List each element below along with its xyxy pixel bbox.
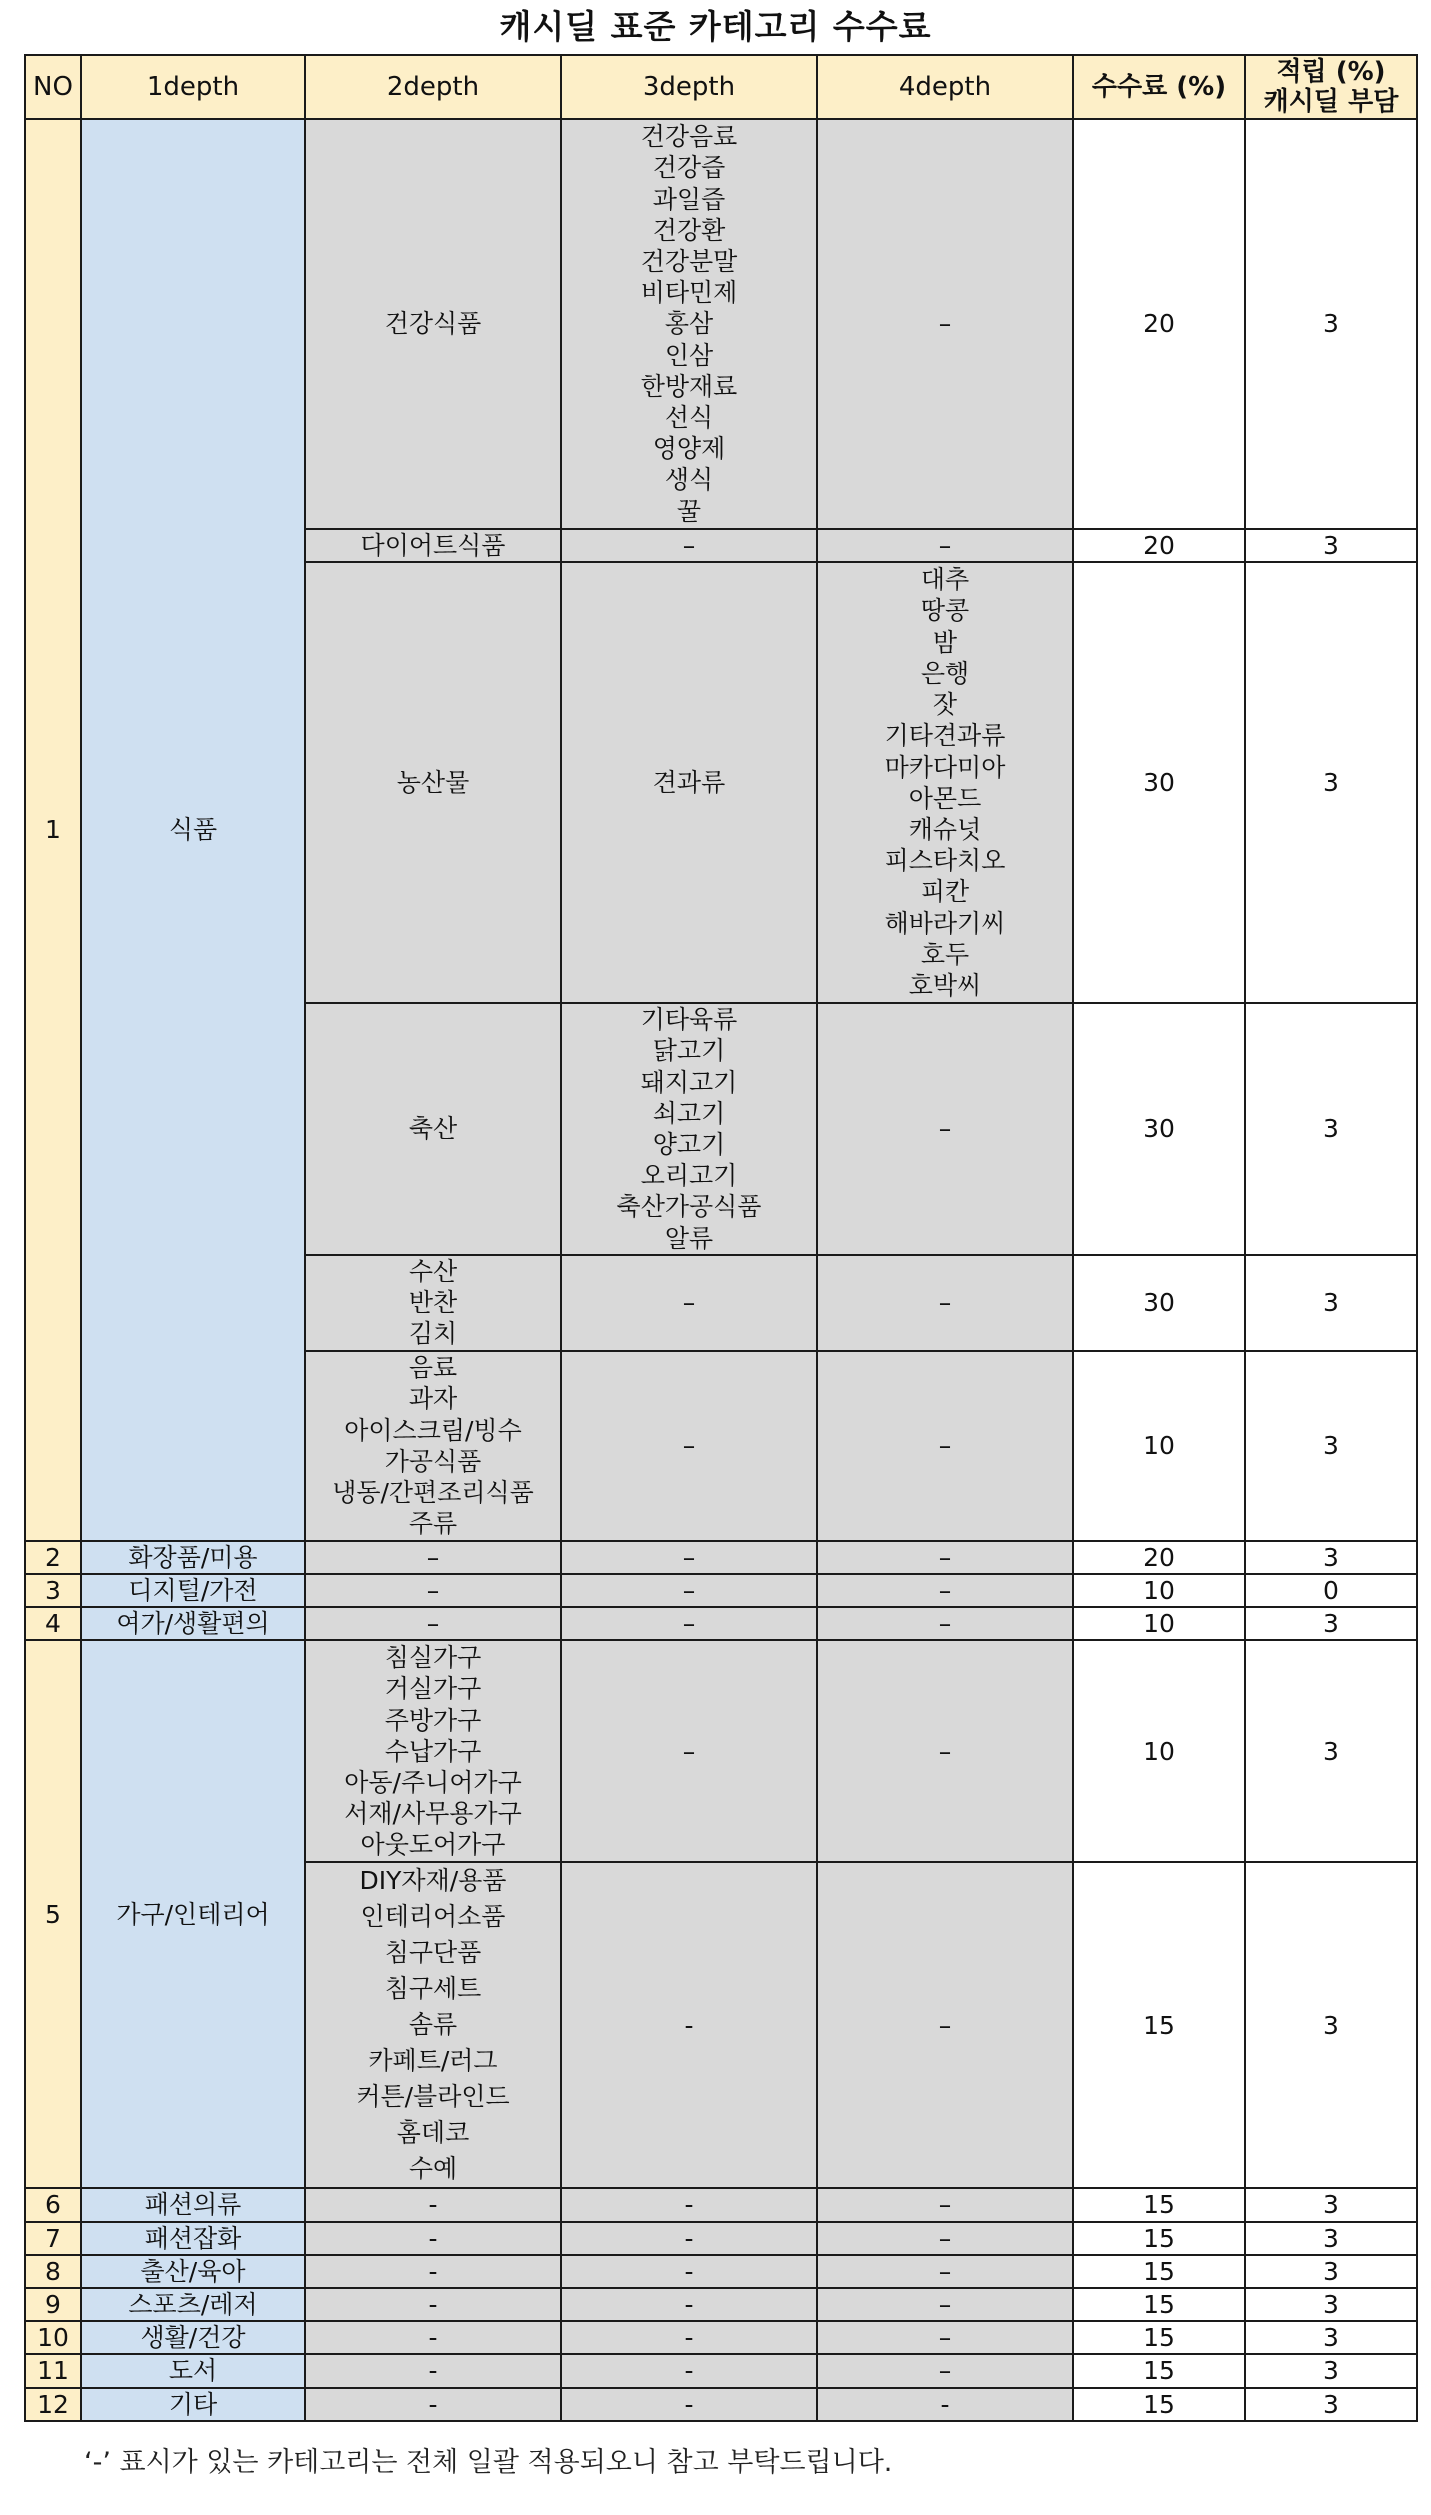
row-no-cell: 7 <box>25 2222 81 2255</box>
depth3-cell: - <box>561 2321 817 2354</box>
depth1-cell: 여가/생활편의 <box>81 1607 305 1640</box>
table-row <box>25 2388 1417 2421</box>
list-item: 호두 <box>920 939 970 969</box>
fee-cell: 15 <box>1073 2354 1245 2387</box>
point-cell: 3 <box>1245 2288 1417 2321</box>
list-item: 과일즙 <box>652 184 726 214</box>
list-item: 침실가구 <box>384 1643 482 1673</box>
fee-cell: 10 <box>1073 1640 1245 1862</box>
list-item: 침구단품 <box>384 1938 482 1968</box>
list-item: 한방재료 <box>640 371 738 401</box>
point-cell: 3 <box>1245 119 1417 529</box>
header-point-line1: 적립 (%) <box>1276 57 1386 87</box>
depth4-cell: – <box>817 2255 1073 2288</box>
point-cell: 3 <box>1245 529 1417 562</box>
depth2-cell: – <box>305 1541 561 1574</box>
depth2-cell: 축산 <box>305 1003 561 1255</box>
list-item: 음료 <box>408 1353 458 1383</box>
list-item: 서재/사무용가구 <box>344 1799 522 1829</box>
point-cell: 3 <box>1245 1862 1417 2188</box>
list-item: 아몬드 <box>908 783 982 813</box>
fee-cell: 10 <box>1073 1574 1245 1607</box>
depth1-cell: 디지털/가전 <box>81 1574 305 1607</box>
table-row <box>25 2188 1417 2221</box>
depth2-cell: - <box>305 2222 561 2255</box>
row-no-cell: 9 <box>25 2288 81 2321</box>
page-title: 캐시딜 표준 카테고리 수수료 <box>499 7 932 46</box>
list-item: 김치 <box>408 1319 458 1349</box>
fee-cell: 10 <box>1073 1607 1245 1640</box>
list-item: 축산가공식품 <box>616 1192 762 1222</box>
depth2-cell: - <box>305 2255 561 2288</box>
fee-cell: 15 <box>1073 2188 1245 2221</box>
point-cell: 3 <box>1245 1607 1417 1640</box>
depth4-cell: – <box>817 1351 1073 1541</box>
list-item: 돼지고기 <box>640 1067 738 1097</box>
table-row <box>25 1574 1417 1607</box>
depth4-cell: – <box>817 2354 1073 2387</box>
depth4-cell: – <box>817 1574 1073 1607</box>
depth2-list <box>305 1351 561 1541</box>
header-point-line2: 캐시딜 부담 <box>1263 87 1399 117</box>
depth1-cell: 패션잡화 <box>81 2222 305 2255</box>
list-item: 아동/주니어가구 <box>344 1768 522 1798</box>
depth4-cell: - <box>817 2388 1073 2421</box>
list-item: 냉동/간편조리식품 <box>332 1478 534 1508</box>
row-no-cell: 11 <box>25 2354 81 2387</box>
list-item: 카페트/러그 <box>368 2046 498 2076</box>
point-cell: 3 <box>1245 1255 1417 1351</box>
depth3-cell: – <box>561 1607 817 1640</box>
list-item: 마카다미아 <box>884 752 1006 782</box>
row-no-cell: 4 <box>25 1607 81 1640</box>
list-item: 쇠고기 <box>652 1098 726 1128</box>
table-row <box>25 1541 1417 1574</box>
depth3-cell: – <box>561 1541 817 1574</box>
list-item: 주방가구 <box>384 1705 482 1735</box>
list-item: 가공식품 <box>384 1446 482 1476</box>
point-cell: 3 <box>1245 2321 1417 2354</box>
fee-cell: 10 <box>1073 1351 1245 1541</box>
fee-cell: 15 <box>1073 2255 1245 2288</box>
list-item: 피스타치오 <box>884 846 1006 876</box>
list-item: 꿀 <box>676 496 702 526</box>
list-item: 주류 <box>408 1509 458 1539</box>
list-item: 수예 <box>408 2154 458 2184</box>
list-item: 홈데코 <box>396 2118 470 2148</box>
list-item: DIY자재/용품 <box>359 1866 507 1896</box>
depth4-cell: – <box>817 2288 1073 2321</box>
list-item: 과자 <box>408 1384 458 1414</box>
header-1depth: 1depth <box>81 55 305 119</box>
depth1-cell: 화장품/미용 <box>81 1541 305 1574</box>
depth4-cell: – <box>817 1607 1073 1640</box>
header-4depth: 4depth <box>817 55 1073 119</box>
list-item: 수납가구 <box>384 1736 482 1766</box>
list-item: 비타민제 <box>640 278 738 308</box>
row-no-cell: 1 <box>25 119 81 1541</box>
fee-cell: 20 <box>1073 119 1245 529</box>
depth2-cell: - <box>305 2388 561 2421</box>
fee-cell: 15 <box>1073 2388 1245 2421</box>
table-row <box>25 119 1417 529</box>
list-item: 영양제 <box>652 434 726 464</box>
list-item: 아웃도어가구 <box>360 1830 506 1860</box>
list-item: 땅콩 <box>920 596 970 626</box>
fee-cell: 20 <box>1073 529 1245 562</box>
list-item: 반찬 <box>408 1288 458 1318</box>
point-cell: 3 <box>1245 562 1417 1003</box>
depth4-cell: – <box>817 2321 1073 2354</box>
depth2-cell: - <box>305 2188 561 2221</box>
depth4-cell: – <box>817 119 1073 529</box>
depth3-cell: - <box>561 2288 817 2321</box>
depth2-list <box>305 1255 561 1351</box>
depth2-cell: - <box>305 2288 561 2321</box>
list-item: 밤 <box>932 627 958 657</box>
depth1-cell: 패션의류 <box>81 2188 305 2221</box>
depth3-cell: - <box>561 2388 817 2421</box>
header-2depth: 2depth <box>305 55 561 119</box>
list-item: 건강음료 <box>640 122 738 152</box>
point-cell: 3 <box>1245 1351 1417 1541</box>
depth4-cell: – <box>817 2188 1073 2221</box>
depth2-cell: – <box>305 1607 561 1640</box>
header-point <box>1245 55 1417 119</box>
depth4-cell: – <box>817 1541 1073 1574</box>
fee-cell: 15 <box>1073 2222 1245 2255</box>
depth2-cell: - <box>305 2354 561 2387</box>
depth2-list <box>305 1640 561 1862</box>
depth1-cell: 가구/인테리어 <box>81 1640 305 2188</box>
depth1-cell: 출산/육아 <box>81 2255 305 2288</box>
depth3-cell: - <box>561 2255 817 2288</box>
table-row <box>25 2354 1417 2387</box>
list-item: 기타육류 <box>640 1005 738 1035</box>
list-item: 오리고기 <box>640 1161 738 1191</box>
depth4-list <box>817 562 1073 1003</box>
list-item: 은행 <box>920 658 970 688</box>
depth3-cell: – <box>561 1351 817 1541</box>
list-item: 아이스크림/빙수 <box>344 1415 522 1445</box>
header-fee: 수수료 (%) <box>1073 55 1245 119</box>
list-item: 기타견과류 <box>884 721 1006 751</box>
list-item: 양고기 <box>652 1130 726 1160</box>
depth3-cell: 견과류 <box>561 562 817 1003</box>
depth2-cell: 다이어트식품 <box>305 529 561 562</box>
point-cell: 0 <box>1245 1574 1417 1607</box>
list-item: 선식 <box>664 403 714 432</box>
list-item: 침구세트 <box>384 1974 482 2004</box>
table-row <box>25 1607 1417 1640</box>
fee-cell: 30 <box>1073 562 1245 1003</box>
table-row <box>25 2288 1417 2321</box>
list-item: 건강환 <box>652 215 726 245</box>
depth2-cell: - <box>305 2321 561 2354</box>
depth3-cell: – <box>561 529 817 562</box>
row-no-cell: 5 <box>25 1640 81 2188</box>
list-item: 피칸 <box>920 877 970 907</box>
depth3-cell: – <box>561 1255 817 1351</box>
depth2-cell: 건강식품 <box>305 119 561 529</box>
fee-cell: 20 <box>1073 1541 1245 1574</box>
list-item: 캐슈넛 <box>908 814 982 844</box>
depth4-cell: – <box>817 1003 1073 1255</box>
footnote: ‘-’ 표시가 있는 카테고리는 전체 일괄 적용되오니 참고 부탁드립니다. <box>84 2447 893 2478</box>
list-item: 건강분말 <box>640 246 738 276</box>
depth4-cell: – <box>817 529 1073 562</box>
table-row <box>25 1640 1417 1862</box>
list-item: 닭고기 <box>652 1036 726 1066</box>
header-no: NO <box>25 55 81 119</box>
point-cell: 3 <box>1245 1003 1417 1255</box>
depth3-cell: - <box>561 2354 817 2387</box>
row-no-cell: 3 <box>25 1574 81 1607</box>
depth1-cell: 스포츠/레저 <box>81 2288 305 2321</box>
point-cell: 3 <box>1245 2388 1417 2421</box>
table-row <box>25 2222 1417 2255</box>
header-3depth: 3depth <box>561 55 817 119</box>
depth2-list <box>305 1862 561 2188</box>
list-item: 홍삼 <box>664 309 714 339</box>
list-item: 생식 <box>664 465 714 495</box>
fee-cell: 30 <box>1073 1255 1245 1351</box>
point-cell: 3 <box>1245 1640 1417 1862</box>
list-item: 수산 <box>408 1257 458 1287</box>
list-item: 솜류 <box>408 2010 458 2040</box>
depth4-cell: – <box>817 2222 1073 2255</box>
depth3-list <box>561 119 817 529</box>
depth3-cell: - <box>561 2222 817 2255</box>
list-item: 잣 <box>932 690 958 720</box>
list-item: 알류 <box>664 1223 714 1253</box>
depth1-cell: 식품 <box>81 119 305 1541</box>
depth4-cell: – <box>817 1862 1073 2188</box>
point-cell: 3 <box>1245 2222 1417 2255</box>
fee-cell: 15 <box>1073 1862 1245 2188</box>
depth1-cell: 기타 <box>81 2388 305 2421</box>
row-no-cell: 12 <box>25 2388 81 2421</box>
list-item: 해바라기씨 <box>884 908 1006 938</box>
point-cell: 3 <box>1245 2255 1417 2288</box>
depth3-cell: – <box>561 1640 817 1862</box>
depth3-cell: – <box>561 1574 817 1607</box>
fee-cell: 30 <box>1073 1003 1245 1255</box>
fee-cell: 15 <box>1073 2321 1245 2354</box>
row-no-cell: 8 <box>25 2255 81 2288</box>
depth1-cell: 생활/건강 <box>81 2321 305 2354</box>
commission-table <box>24 54 1418 2422</box>
list-item: 커튼/블라인드 <box>356 2082 510 2112</box>
depth3-cell: - <box>561 2188 817 2221</box>
row-no-cell: 2 <box>25 1541 81 1574</box>
header-row <box>25 55 1417 119</box>
depth3-list <box>561 1003 817 1255</box>
depth2-cell: – <box>305 1574 561 1607</box>
list-item: 인테리어소품 <box>360 1902 506 1932</box>
depth3-cell: - <box>561 1862 817 2188</box>
table-row <box>25 2255 1417 2288</box>
depth4-cell: – <box>817 1255 1073 1351</box>
row-no-cell: 10 <box>25 2321 81 2354</box>
list-item: 거실가구 <box>384 1674 482 1704</box>
table-row <box>25 2321 1417 2354</box>
point-cell: 3 <box>1245 2354 1417 2387</box>
row-no-cell: 6 <box>25 2188 81 2221</box>
point-cell: 3 <box>1245 2188 1417 2221</box>
depth2-cell: 농산물 <box>305 562 561 1003</box>
fee-cell: 15 <box>1073 2288 1245 2321</box>
point-cell: 3 <box>1245 1541 1417 1574</box>
list-item: 대추 <box>920 565 970 595</box>
list-item: 인삼 <box>664 340 714 370</box>
list-item: 호박씨 <box>908 970 982 1000</box>
list-item: 건강즙 <box>652 153 726 183</box>
depth4-cell: – <box>817 1640 1073 1862</box>
depth1-cell: 도서 <box>81 2354 305 2387</box>
